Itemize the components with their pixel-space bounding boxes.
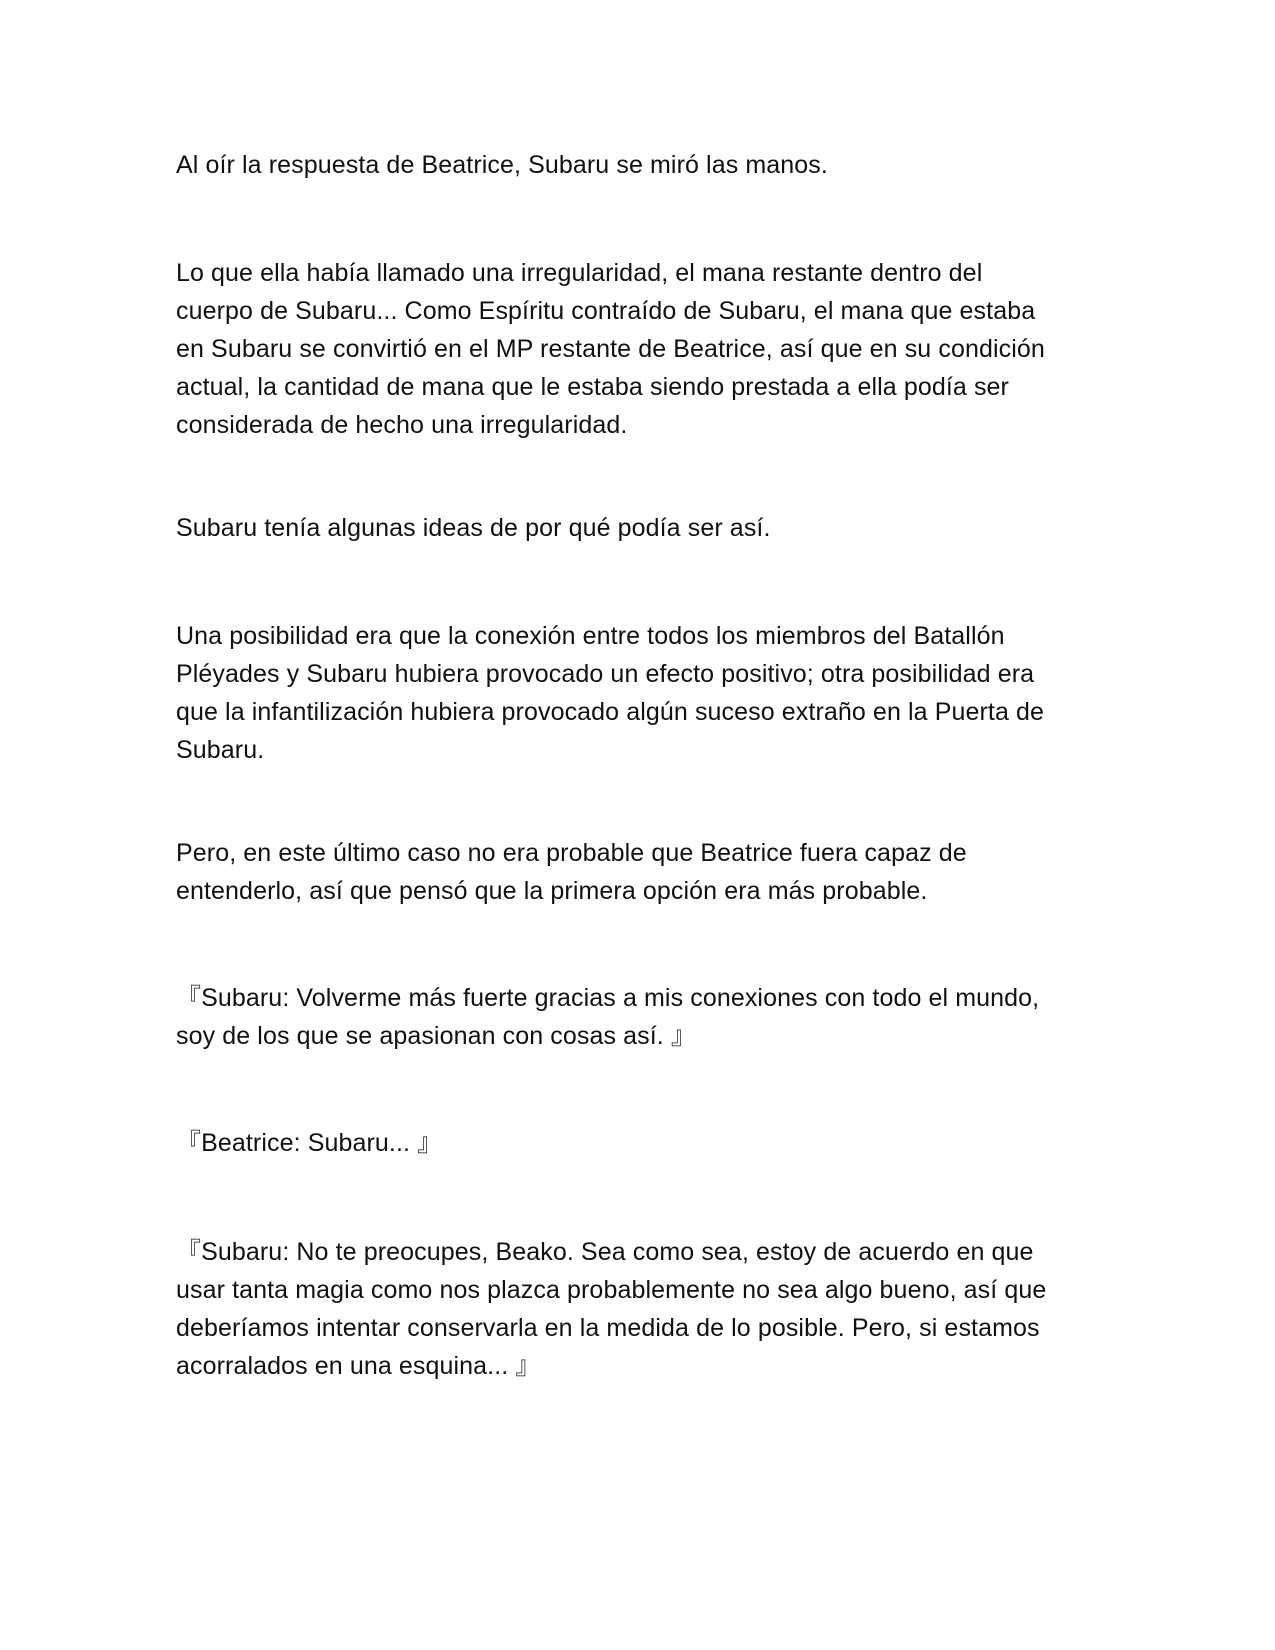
text-line: deberíamos intentar conservarla en la medida de lo posible. Pero, si estamos xyxy=(176,1314,1040,1342)
text-line: Pero, en este último caso no era probable que Beatrice fuera capaz de xyxy=(176,839,967,867)
text-line: Lo que ella había llamado una irregularidad, el mana restante dentro del xyxy=(176,259,983,287)
text-line: entenderlo, así que pensó que la primera opción era más probable. xyxy=(176,877,928,905)
paragraph-3 xyxy=(176,509,1106,547)
text-line: acorralados en una esquina... 』 xyxy=(176,1352,541,1380)
paragraph-5 xyxy=(176,834,1106,910)
text-line: que la infantilización hubiera provocado algún suceso extraño en la Puerta de xyxy=(176,698,1045,726)
dialogue-beatrice xyxy=(176,1124,1106,1162)
text-line: Pléyades y Subaru hubiera provocado un efecto positivo; otra posibilidad era xyxy=(176,660,1035,688)
text-line: en Subaru se convirtió en el MP restante de Beatrice, así que en su condición xyxy=(176,335,1045,363)
text-line: Subaru. xyxy=(176,736,265,764)
text-line: 『Subaru: No te preocupes, Beako. Sea como sea, estoy de acuerdo en que xyxy=(176,1238,1034,1266)
text-line: 『Beatrice: Subaru... 』 xyxy=(176,1129,443,1157)
paragraph-1 xyxy=(176,146,1106,184)
text-line: considerada de hecho una irregularidad. xyxy=(176,411,628,439)
text-line: Al oír la respuesta de Beatrice, Subaru se miró las manos. xyxy=(176,151,828,179)
paragraph-4 xyxy=(176,617,1106,769)
paragraph-2 xyxy=(176,254,1106,444)
text-line: soy de los que se apasionan con cosas así. 』 xyxy=(176,1022,696,1050)
text-line: cuerpo de Subaru... Como Espíritu contraído de Subaru, el mana que estaba xyxy=(176,297,1036,325)
text-line: Una posibilidad era que la conexión entre todos los miembros del Batallón xyxy=(176,622,1005,650)
text-line: actual, la cantidad de mana que le estaba siendo prestada a ella podía ser xyxy=(176,373,1009,401)
text-line: 『Subaru: Volverme más fuerte gracias a mis conexiones con todo el mundo, xyxy=(176,984,1040,1012)
text-line: usar tanta magia como nos plazca probablemente no sea algo bueno, así que xyxy=(176,1276,1047,1304)
dialogue-subaru-1 xyxy=(176,979,1106,1055)
text-line: Subaru tenía algunas ideas de por qué podía ser así. xyxy=(176,514,771,542)
dialogue-subaru-2 xyxy=(176,1233,1106,1385)
